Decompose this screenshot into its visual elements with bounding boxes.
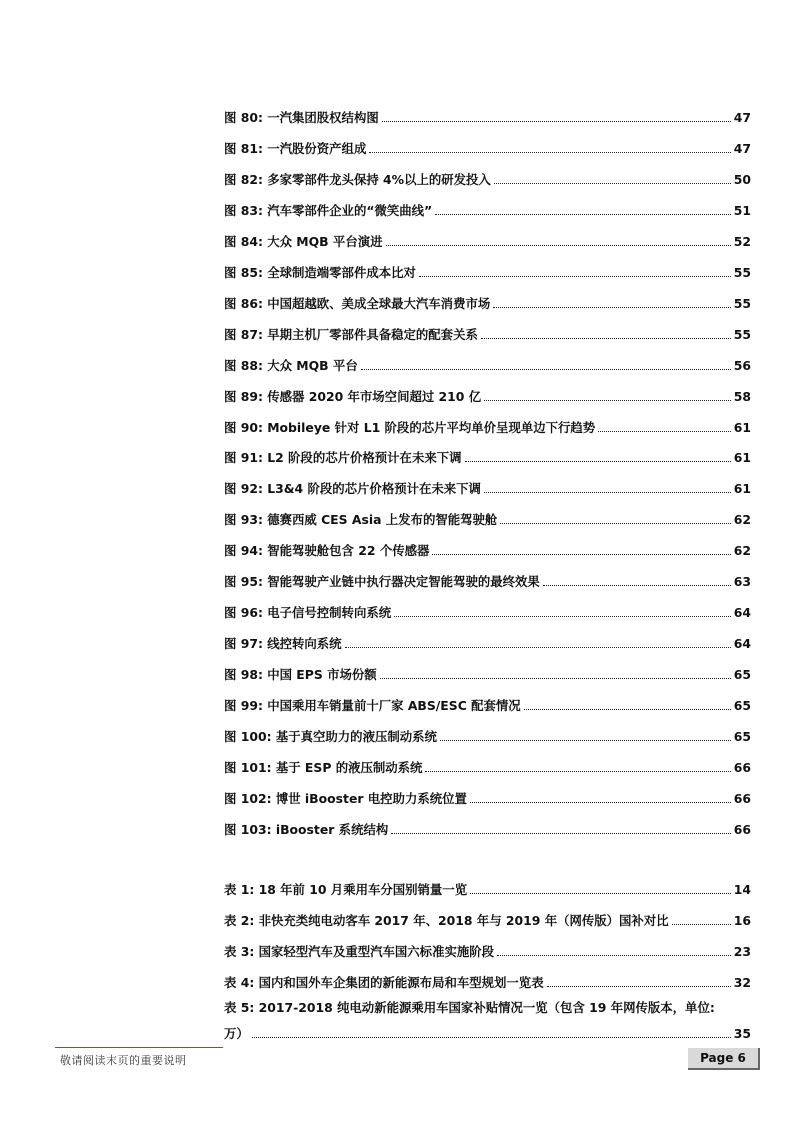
toc-entry-page: 55 <box>733 295 751 311</box>
toc-entry-page: 58 <box>733 388 751 404</box>
toc-entry-figure-18[interactable] <box>224 663 751 683</box>
toc-entry-page: 61 <box>733 419 751 435</box>
toc-entry-table-3[interactable] <box>224 971 751 991</box>
toc-entry-page: 23 <box>733 944 751 959</box>
toc-entry-figure-3[interactable] <box>224 199 751 219</box>
leader-dots <box>425 771 730 772</box>
toc-entry-figure-17[interactable] <box>224 632 751 652</box>
toc-entry-page: 61 <box>733 450 751 466</box>
leader-dots <box>380 678 731 679</box>
toc-entry-table-1[interactable] <box>224 909 751 929</box>
toc-entry-figure-15[interactable] <box>224 570 751 590</box>
toc-entry-page: 47 <box>733 140 751 156</box>
toc-entry-label: 表 4: 国内和国外车企集团的新能源布局和车型规划一览表 <box>224 975 544 990</box>
leader-dots <box>382 121 731 122</box>
leader-dots <box>465 461 731 462</box>
leader-dots <box>345 647 731 648</box>
toc-entry-figure-6[interactable] <box>224 292 751 312</box>
leader-dots <box>500 523 730 524</box>
toc-entry-page: 62 <box>733 512 751 528</box>
leader-dots <box>470 802 731 803</box>
toc-entry-label: 图 82: 多家零部件龙头保持 4%以上的研发投入 <box>224 171 491 187</box>
toc-entry-page: 66 <box>733 790 751 806</box>
toc-entry-label: 图 94: 智能驾驶舱包含 22 个传感器 <box>224 543 430 559</box>
leader-dots <box>391 833 731 834</box>
toc-entry-page: 14 <box>733 882 751 897</box>
toc-entry-page: 16 <box>733 913 751 928</box>
leader-dots <box>547 986 731 987</box>
toc-entry-table-2[interactable] <box>224 940 751 960</box>
leader-dots <box>484 492 731 493</box>
leader-dots <box>470 893 731 894</box>
leader-dots <box>481 338 731 339</box>
toc-entry-figure-9[interactable] <box>224 385 751 405</box>
leader-dots <box>672 924 731 925</box>
toc-entry-figure-19[interactable] <box>224 694 751 714</box>
toc-entry-figure-20[interactable] <box>224 725 751 745</box>
toc-entry-label-cont: 万） <box>224 1026 249 1041</box>
toc-entry-label: 图 85: 全球制造端零部件成本比对 <box>224 264 416 280</box>
toc-entry-label: 图 99: 中国乘用车销量前十厂家 ABS/ESC 配套情况 <box>224 698 521 714</box>
toc-entry-figure-10[interactable] <box>224 416 751 436</box>
leader-dots <box>497 955 731 956</box>
toc-entry-label: 图 91: L2 阶段的芯片价格预计在未来下调 <box>224 450 462 466</box>
toc-entry-page: 51 <box>733 202 751 218</box>
toc-entry-label: 图 100: 基于真空助力的液压制动系统 <box>224 729 437 744</box>
toc-entry-page: 63 <box>733 574 751 590</box>
leader-dots <box>484 400 731 401</box>
toc-entry-figure-12[interactable] <box>224 477 751 497</box>
toc-entry-figure-16[interactable] <box>224 601 751 621</box>
toc-entry-label: 图 87: 早期主机厂零部件具备稳定的配套关系 <box>224 326 478 342</box>
toc-entry-label: 表 2: 非快充类纯电动客车 2017 年、2018 年与 2019 年（网传版）国补对比 <box>224 913 669 928</box>
toc-entry-label: 图 88: 大众 MQB 平台 <box>224 357 358 373</box>
toc-entry-label: 图 92: L3&4 阶段的芯片价格预计在未来下调 <box>224 481 481 497</box>
leader-dots <box>598 431 731 432</box>
toc-entry-figure-5[interactable] <box>224 261 751 281</box>
toc-entry-label: 图 96: 电子信号控制转向系统 <box>224 605 392 621</box>
toc-entry-figure-21[interactable] <box>224 756 751 776</box>
toc-entry-figure-8[interactable] <box>224 354 751 374</box>
toc-entry-page: 55 <box>733 264 751 280</box>
toc-entry-figure-11[interactable] <box>224 446 751 466</box>
toc-entry-figure-13[interactable] <box>224 508 751 528</box>
toc-entry-page: 64 <box>733 636 751 652</box>
toc-entry-page: 66 <box>733 821 751 837</box>
leader-dots <box>493 307 731 308</box>
leader-dots <box>386 245 731 246</box>
toc-entry-page: 55 <box>733 326 751 342</box>
toc-entry-page: 65 <box>733 729 751 744</box>
leader-dots <box>394 616 731 617</box>
toc-entry-page: 65 <box>733 698 751 714</box>
toc-entry-label: 图 83: 汽车零部件企业的“微笑曲线” <box>224 202 433 218</box>
toc-entry-label: 图 93: 德赛西威 CES Asia 上发布的智能驾驶舱 <box>224 512 498 528</box>
toc-entry-figure-14[interactable] <box>224 539 751 559</box>
toc-entry-table-0[interactable] <box>224 878 751 898</box>
leader-dots <box>543 585 731 586</box>
toc-entry-page: 32 <box>733 975 751 990</box>
toc-entry-label: 图 98: 中国 EPS 市场份额 <box>224 667 377 683</box>
toc-entry-page: 47 <box>733 110 751 125</box>
toc-entry-page: 64 <box>733 605 751 621</box>
leader-dots <box>524 709 731 710</box>
toc-entry-table-5[interactable] <box>224 996 751 1042</box>
footer-disclaimer: 敬请阅读末页的重要说明 <box>60 1054 187 1067</box>
toc-entry-figure-4[interactable] <box>224 230 751 250</box>
toc-entry-label: 图 80: 一汽集团股权结构图 <box>224 110 379 125</box>
leader-dots <box>494 183 731 184</box>
leader-dots <box>435 214 731 215</box>
toc-entry-label: 图 101: 基于 ESP 的液压制动系统 <box>224 759 423 775</box>
leader-dots <box>252 1037 731 1038</box>
toc-entry-label: 表 5: 2017-2018 纯电动新能源乘用车国家补贴情况一览（包含 19 年网传版本，单位: <box>224 1000 715 1015</box>
toc-entry-label: 图 102: 博世 iBooster 电控助力系统位置 <box>224 790 467 806</box>
toc-entry-label: 表 1: 18 年前 10 月乘用车分国别销量一览 <box>224 882 468 897</box>
leader-dots <box>361 369 731 370</box>
toc-entry-label: 图 89: 传感器 2020 年市场空间超过 210 亿 <box>224 388 482 404</box>
toc-entry-figure-22[interactable] <box>224 787 751 807</box>
footer-rule <box>55 1047 223 1048</box>
toc-entry-label: 图 103: iBooster 系统结构 <box>224 821 389 837</box>
toc-entry-page: 66 <box>733 759 751 775</box>
page-number-badge: Page 6 <box>688 1048 760 1070</box>
toc-entry-label: 图 90: Mobileye 针对 L1 阶段的芯片平均单价呈现单边下行趋势 <box>224 419 596 435</box>
toc-entry-page: 35 <box>733 1026 751 1041</box>
toc-entry-label: 图 86: 中国超越欧、美成全球最大汽车消费市场 <box>224 295 491 311</box>
toc-entry-label: 图 81: 一汽股份资产组成 <box>224 140 367 156</box>
toc-entry-label: 图 97: 线控转向系统 <box>224 636 342 652</box>
toc-entry-label: 表 3: 国家轻型汽车及重型汽车国六标准实施阶段 <box>224 944 495 959</box>
leader-dots <box>419 276 731 277</box>
toc-entry-page: 56 <box>733 357 751 373</box>
toc-entry-page: 62 <box>733 543 751 559</box>
toc-entry-figure-7[interactable] <box>224 323 751 343</box>
toc-entry-page: 52 <box>733 233 751 249</box>
toc-entry-figure-1[interactable] <box>224 137 751 157</box>
toc-entry-figure-2[interactable] <box>224 168 751 188</box>
leader-dots <box>369 152 730 153</box>
toc-entry-figure-23[interactable] <box>224 818 751 838</box>
toc-entry-figure-0[interactable] <box>224 106 751 126</box>
leader-dots <box>440 740 731 741</box>
leader-dots <box>432 554 730 555</box>
toc-entry-page: 65 <box>733 667 751 683</box>
toc-entry-label: 图 95: 智能驾驶产业链中执行器决定智能驾驶的最终效果 <box>224 574 540 590</box>
toc-entry-page: 50 <box>733 171 751 187</box>
toc-entry-page: 61 <box>733 481 751 497</box>
toc-entry-label: 图 84: 大众 MQB 平台演进 <box>224 233 383 249</box>
